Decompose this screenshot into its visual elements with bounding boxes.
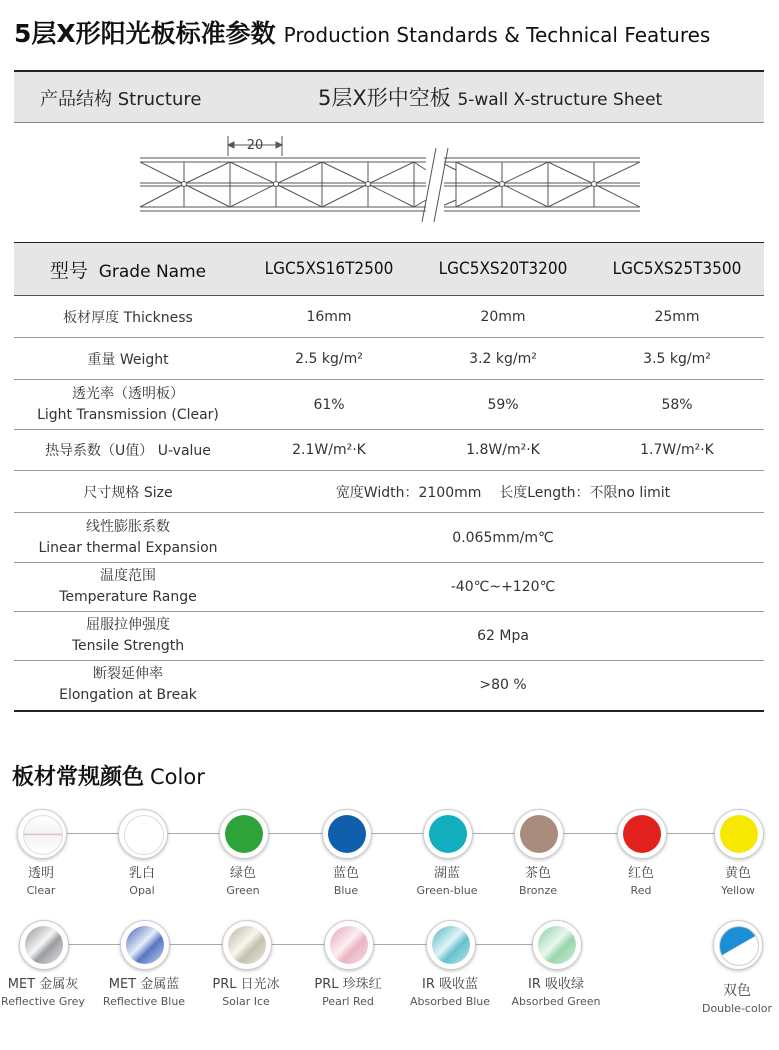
color-name-cn: 蓝色 — [332, 866, 359, 881]
color-label-reflective-blue — [89, 976, 199, 1010]
swatch-opal-fill — [124, 815, 164, 855]
structure-value-en: 5-wall X-structure Sheet — [457, 90, 663, 110]
swatch-green-blue — [423, 809, 473, 859]
tensile-label-cn: 屈服拉伸强度 — [86, 617, 170, 633]
table-row-tensile — [14, 612, 764, 661]
expansion-label-en: Linear thermal Expansion — [38, 539, 218, 556]
swatch-absorbed-green — [532, 920, 582, 970]
table-row-thickness — [14, 296, 764, 338]
transmission-1: 61% — [242, 380, 416, 430]
color-label-bronze — [483, 865, 593, 899]
swatch-red-fill — [623, 815, 661, 853]
page-title — [14, 14, 710, 50]
tensile-label — [14, 612, 242, 661]
size-label: 尺寸规格 Size — [14, 471, 242, 513]
grade-2: LGC5XS20T3200 — [416, 243, 590, 296]
table-row-uvalue — [14, 430, 764, 471]
uvalue-3: 1.7W/m²·K — [590, 430, 764, 471]
title-cn: 5层X形阳光板标准参数 — [14, 19, 276, 48]
color-name-en: Green — [226, 884, 260, 897]
swatch-bronze-fill — [520, 815, 558, 853]
uvalue-label: 热导系数（U值） U-value — [14, 430, 242, 471]
thickness-1: 16mm — [242, 296, 416, 338]
expansion-value: 0.065mm/m℃ — [242, 513, 764, 563]
color-name-en: Green-blue — [416, 884, 478, 897]
transmission-2: 59% — [416, 380, 590, 430]
transmission-3: 58% — [590, 380, 764, 430]
swatch-pearl-red — [324, 920, 374, 970]
swatch-yellow-fill — [720, 815, 758, 853]
dimension-label: 20 — [246, 138, 264, 153]
color-name-en: Red — [630, 884, 652, 897]
color-name-cn: IR 吸收蓝 — [422, 977, 478, 992]
weight-2: 3.2 kg/m² — [416, 338, 590, 380]
color-title-en: Color — [150, 765, 205, 789]
table-row-elongation — [14, 661, 764, 711]
swatch-double-color — [713, 920, 763, 970]
color-name-cn: 湖蓝 — [433, 866, 460, 881]
swatch-opal — [118, 809, 168, 859]
transmission-label-cn: 透光率（透明板） — [72, 385, 184, 402]
color-name-cn: 绿色 — [229, 866, 256, 881]
swatch-double-color-fill — [719, 926, 759, 966]
table-row-expansion — [14, 513, 764, 563]
uvalue-1: 2.1W/m²·K — [242, 430, 416, 471]
temperature-label-cn: 温度范围 — [100, 568, 156, 584]
expansion-label — [14, 513, 242, 563]
table-row-size — [14, 471, 764, 513]
color-label-solar-ice — [191, 976, 301, 1010]
color-name-en: Pearl Red — [322, 995, 374, 1008]
swatch-red — [617, 809, 667, 859]
color-label-clear — [0, 865, 96, 899]
elongation-value: >80 % — [242, 661, 764, 711]
table-row-transmission — [14, 380, 764, 430]
color-name-en: Clear — [26, 884, 56, 897]
grade-label-cn: 型号 — [49, 259, 88, 282]
color-label-blue — [291, 865, 401, 899]
thickness-2: 20mm — [416, 296, 590, 338]
color-label-absorbed-blue — [395, 976, 505, 1010]
structure-label: 产品结构 Structure — [40, 89, 202, 110]
tensile-label-en: Tensile Strength — [71, 638, 185, 654]
grade-3: LGC5XS25T3500 — [590, 243, 764, 296]
color-name-en: Absorbed Blue — [409, 995, 491, 1008]
swatch-green — [219, 809, 269, 859]
elongation-label-en: Elongation at Break — [59, 687, 197, 704]
temperature-value: -40℃~+120℃ — [242, 563, 764, 612]
elongation-label-cn: 断裂延伸率 — [93, 666, 163, 683]
structure-rule — [14, 122, 764, 123]
structure-value-cn: 5层X形中空板 — [318, 86, 451, 110]
expansion-label-cn: 线性膨胀系数 — [86, 518, 170, 535]
color-name-cn: PRL 日光冰 — [212, 977, 280, 992]
weight-3: 3.5 kg/m² — [590, 338, 764, 380]
grade-label — [14, 243, 242, 296]
uvalue-2: 1.8W/m²·K — [416, 430, 590, 471]
swatch-solar-ice — [222, 920, 272, 970]
temperature-label-en: Temperature Range — [59, 589, 197, 605]
swatch-yellow — [714, 809, 764, 859]
color-name-en: Bronze — [518, 884, 558, 897]
tensile-value: 62 Mpa — [242, 612, 764, 661]
structure-value — [318, 82, 662, 112]
title-en: Production Standards & Technical Features — [283, 23, 711, 47]
color-section-title — [12, 760, 205, 791]
color-name-cn: IR 吸收绿 — [528, 977, 584, 992]
color-name-en: Double-color — [701, 1002, 773, 1015]
swatch-reflective-grey-fill — [25, 926, 63, 964]
table-row-weight — [14, 338, 764, 380]
swatch-reflective-blue-fill — [126, 926, 164, 964]
color-name-en: Blue — [333, 884, 359, 897]
color-name-cn: 乳白 — [128, 866, 155, 881]
color-label-reflective-grey — [0, 976, 98, 1010]
color-label-yellow — [683, 865, 779, 899]
color-name-en: Opal — [129, 884, 155, 897]
color-label-pearl-red — [293, 976, 403, 1010]
grade-label-en: Grade Name — [98, 261, 207, 282]
color-label-opal — [87, 865, 197, 899]
swatch-clear — [17, 809, 67, 859]
transmission-label-en: Light Transmission (Clear) — [37, 406, 219, 423]
thickness-label: 板材厚度 Thickness — [14, 296, 242, 338]
color-name-cn: 红色 — [627, 866, 654, 881]
color-name-cn: 透明 — [27, 866, 54, 881]
spec-table — [14, 243, 764, 712]
swatch-absorbed-blue — [426, 920, 476, 970]
elongation-label — [14, 661, 242, 711]
color-name-en: Solar Ice — [222, 995, 270, 1008]
temperature-label — [14, 563, 242, 612]
swatch-blue — [322, 809, 372, 859]
structure-row — [14, 72, 764, 122]
swatch-absorbed-green-fill — [538, 926, 576, 964]
swatch-clear-fill — [23, 815, 63, 855]
color-name-cn: 黄色 — [724, 866, 751, 881]
color-label-green — [188, 865, 298, 899]
color-name-cn: MET 金属蓝 — [108, 977, 180, 992]
color-label-double-color — [682, 983, 779, 1017]
weight-label: 重量 Weight — [14, 338, 242, 380]
weight-1: 2.5 kg/m² — [242, 338, 416, 380]
swatch-solar-ice-fill — [228, 926, 266, 964]
color-label-red — [586, 865, 696, 899]
color-label-absorbed-green — [501, 976, 611, 1010]
swatch-reflective-blue — [120, 920, 170, 970]
swatch-blue-fill — [328, 815, 366, 853]
swatch-reflective-grey — [19, 920, 69, 970]
color-title-cn: 板材常规颜色 — [12, 765, 145, 790]
swatch-pearl-red-fill — [330, 926, 368, 964]
grade-1: LGC5XS16T2500 — [242, 243, 416, 296]
table-row-temperature — [14, 563, 764, 612]
transmission-label — [14, 380, 242, 430]
swatch-green-fill — [225, 815, 263, 853]
swatch-green-blue-fill — [429, 815, 467, 853]
swatch-absorbed-blue-fill — [432, 926, 470, 964]
swatch-bronze — [514, 809, 564, 859]
color-name-cn: PRL 珍珠红 — [314, 977, 382, 992]
color-name-cn: MET 金属灰 — [7, 977, 79, 992]
color-name-en: Reflective Grey — [1, 995, 85, 1008]
color-name-cn: 双色 — [723, 983, 751, 999]
color-name-en: Absorbed Green — [511, 995, 601, 1008]
color-name-cn: 茶色 — [524, 866, 551, 881]
color-name-en: Yellow — [721, 884, 755, 897]
table-row-grade — [14, 243, 764, 296]
thickness-3: 25mm — [590, 296, 764, 338]
color-name-en: Reflective Blue — [102, 995, 186, 1008]
structure-diagram — [140, 130, 640, 240]
size-value: 宽度Width：2100mm 长度Length：不限no limit — [242, 471, 764, 513]
